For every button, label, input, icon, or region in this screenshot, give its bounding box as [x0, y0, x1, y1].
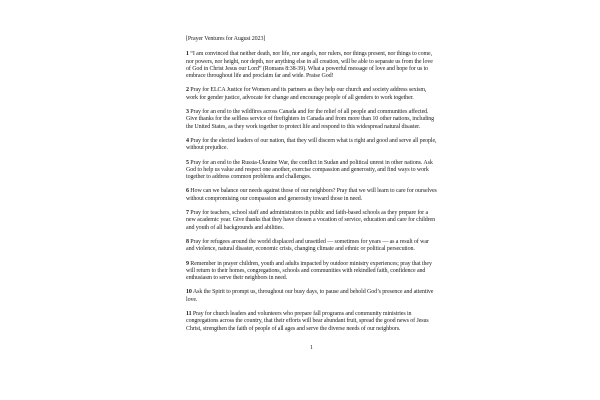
paragraph-number: 11	[186, 311, 192, 318]
prayer-paragraph	[186, 188, 437, 203]
paragraph-number: 10	[186, 289, 192, 296]
paragraph-number: 8	[186, 238, 189, 245]
paragraph-text: “I am convinced that neither death, nor life, nor angels, nor rulers, nor things present, nor things to come, nor powers, nor height, nor depth, nor anything else in all creation, will be able to separate us from the love of God in Christ Jesus our Lord” (Romans 8:38-39). What a powerful message of love and hope for us to embrace throughout life and proclaim far and wide. Praise God!	[186, 51, 433, 80]
paragraph-text: Pray for refugees around the world displaced and unsettled — sometimes for years — as a result of war and violence, natural disaster, economic crisis, changing climate and ethnic or political persecution.	[186, 238, 429, 253]
paragraph-number: 4	[186, 137, 189, 144]
paragraph-number: 5	[186, 159, 189, 166]
prayer-paragraph	[186, 261, 437, 283]
paragraph-number: 1	[186, 51, 189, 58]
prayer-paragraph	[186, 289, 437, 304]
prayer-paragraph	[186, 109, 437, 131]
prayer-paragraph	[186, 51, 437, 80]
prayer-paragraph	[186, 87, 437, 102]
paragraph-number: 7	[186, 210, 189, 217]
prayer-paragraph	[186, 239, 437, 254]
paragraph-number: 6	[186, 188, 189, 195]
document-title: [Prayer Ventures for August 2023]	[186, 36, 266, 42]
prayer-paragraph	[186, 311, 437, 333]
paragraph-text: Pray for the elected leaders of our nation, that they will discern what is right and good and serve all people, without prejudice.	[186, 137, 437, 152]
paragraph-text: Pray for an end to the wildfires across Canada and for the relief of all people and communities affected. Give thanks for the selfless service of firefighters in Canada and from more than 10 other nations, including the United States, as they work together to protect life and respond to this widespread natural disaster.	[186, 109, 435, 130]
paragraph-text: Pray for ELCA Justice for Women and its partners as they help our church and society address sexism, work for gender justice, advocate for change and encourage people of all genders to work together.	[186, 87, 427, 101]
paragraph-text: Pray for teachers, school staff and administrators in public and faith-based schools as they prepare for a new academic year. Give thanks that they have chosen a vocation of service, education and care for children and youth of all backgrounds and abilities.	[186, 210, 436, 231]
paragraph-number: 3	[186, 109, 189, 116]
paragraph-number: 9	[186, 260, 189, 267]
prayer-paragraph	[186, 210, 437, 232]
prayer-paragraph	[186, 138, 437, 153]
paragraph-text: Pray for church leaders and volunteers who prepare fall programs and community ministries in congregations across the country, that their efforts will bear abundant fruit, spread the good news of Jesus Christ, strengthen the faith of people of all ages and serve the diverse needs of our neighbors.	[186, 311, 429, 332]
document-page	[186, 36, 437, 352]
paragraph-text: Ask the Spirit to prompt us, throughout our busy days, to pause and behold God’s presence and attentive love.	[186, 289, 434, 303]
paragraph-list	[186, 51, 437, 333]
paragraph-text: Pray for an end to the Russia-Ukraine War, the conflict in Sudan and political unrest in other nations. Ask God to help us value and respect one another, exercise compassion and generosity, and find ways to work together to address common problems and challenges.	[186, 159, 433, 181]
page-number: 1	[310, 344, 313, 351]
paragraph-number: 2	[186, 87, 189, 94]
prayer-paragraph	[186, 160, 437, 182]
paragraph-text: Remember in prayer children, youth and adults impacted by outdoor ministry experiences; pray that they will return to their homes, congregations, schools and communities with rekindled faith, confidence and enthusiasm to serve their neighbors in need.	[186, 260, 432, 282]
paragraph-text: How can we balance our needs against those of our neighbors? Pray that we will learn to care for ourselves without compromising our compassion and generosity toward those in need.	[186, 188, 437, 202]
